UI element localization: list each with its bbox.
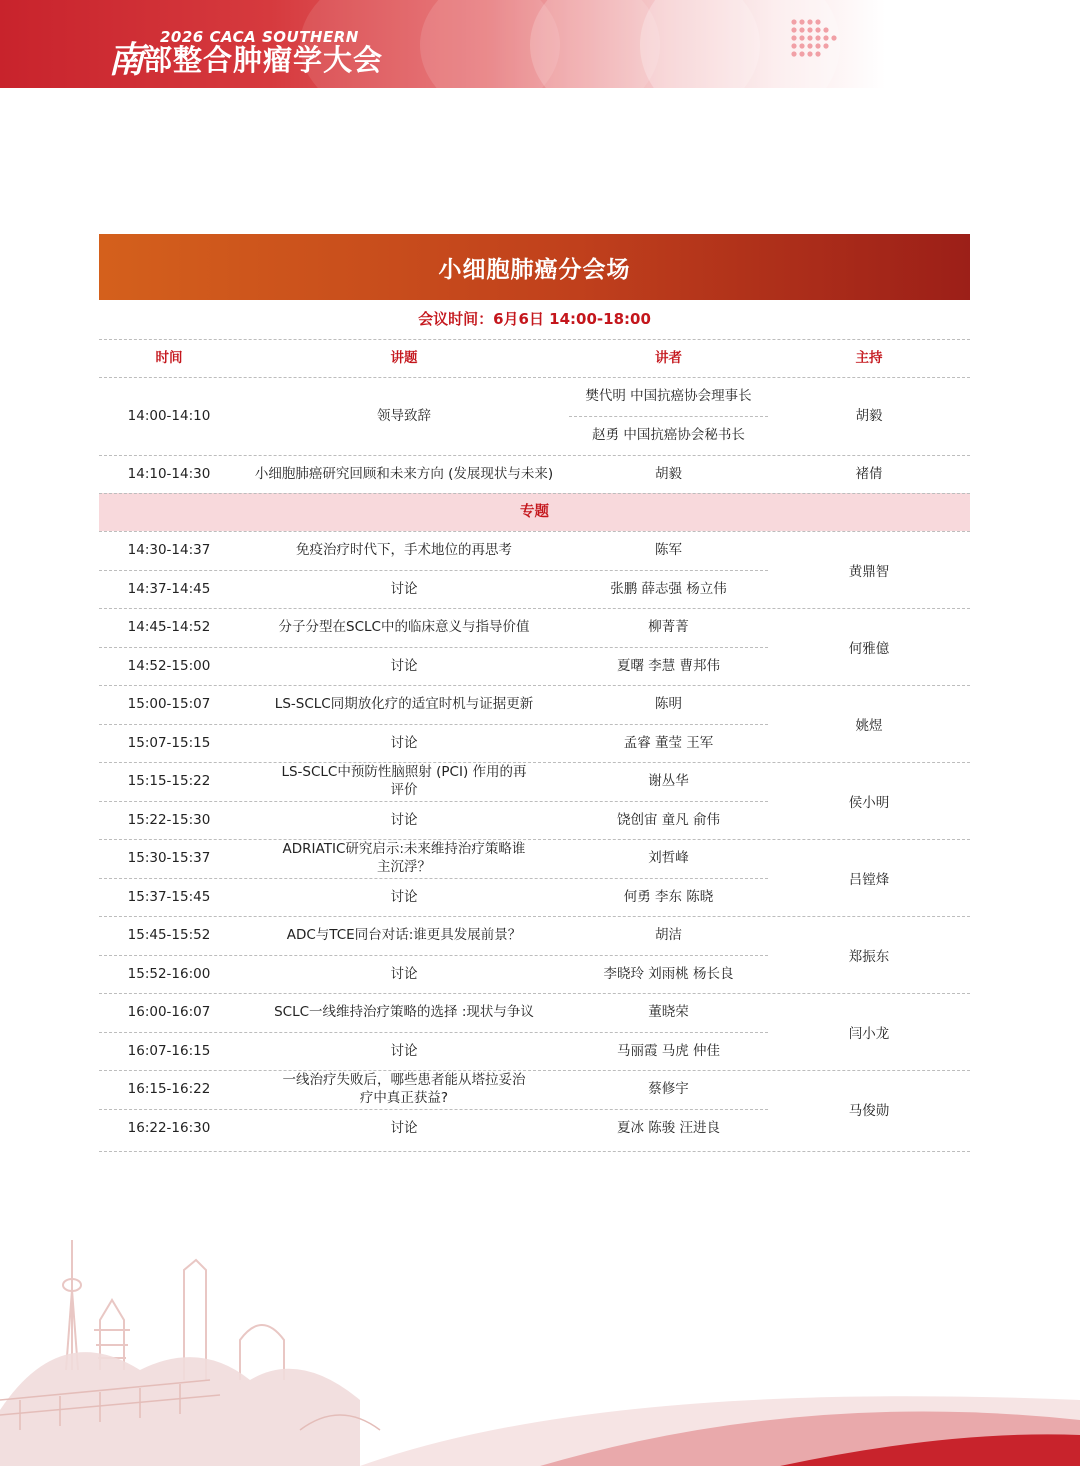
table-row	[99, 686, 768, 724]
topic-group	[99, 1070, 970, 1147]
row-speaker: 陈明	[655, 696, 682, 713]
topic-group	[99, 916, 970, 993]
row-topic: ADRIATIC研究启示:未来维持治疗策略谁主沉浮？	[282, 841, 526, 875]
row-speaker: 陈军	[655, 542, 682, 559]
row-topic: 一线治疗失败后，哪些患者能从塔拉妥治疗中真正获益?	[282, 1072, 526, 1106]
row-speaker: 胡毅	[655, 465, 682, 482]
row-host: 吕镗烽	[848, 872, 890, 888]
row-host: 郑振东	[848, 949, 890, 965]
row-host: 黄鼎智	[848, 564, 890, 580]
topic-group	[99, 993, 970, 1070]
row-topic: 讨论	[390, 965, 418, 982]
row-speaker: 刘哲峰	[648, 850, 689, 867]
row-time: 16:07-16:15	[127, 1042, 211, 1059]
table-row	[99, 917, 768, 955]
row-host: 侯小明	[848, 795, 890, 811]
header-time: 时间	[155, 349, 183, 366]
row-time: 14:52-15:00	[127, 657, 211, 674]
meeting-time: 会议时间：6月6日 14:00-18:00	[418, 310, 651, 328]
row-time: 14:45-14:52	[127, 619, 211, 636]
schedule-table	[99, 339, 970, 1147]
row-speaker: 赵勇 中国抗癌协会秘书长	[569, 416, 768, 454]
conference-title: 部整合肿瘤学大会	[143, 43, 384, 77]
table-row	[99, 455, 970, 493]
row-speaker: 胡洁	[655, 927, 682, 944]
table-row	[99, 878, 768, 916]
session-title-bar	[99, 234, 970, 300]
table-row	[99, 532, 768, 570]
header-speaker: 讲者	[655, 349, 682, 366]
row-time: 15:52-16:00	[127, 965, 211, 982]
table-row	[99, 840, 768, 878]
row-time: 15:45-15:52	[127, 927, 211, 944]
table-row	[99, 994, 768, 1032]
row-time: 15:15-15:22	[127, 773, 211, 790]
row-topic: 领导致辞	[377, 407, 431, 424]
table-row	[99, 1071, 768, 1109]
row-time: 14:00-14:10	[127, 407, 211, 424]
topic-group	[99, 531, 970, 608]
table-row	[99, 1109, 768, 1147]
row-speaker: 夏冰 陈骏 汪进良	[616, 1119, 721, 1136]
row-topic: 讨论	[390, 580, 418, 597]
row-speaker: 马丽霞 马虎 仲佳	[616, 1042, 721, 1059]
section-label: 专题	[520, 504, 549, 521]
row-time: 15:22-15:30	[127, 811, 211, 828]
row-topic: ADC与TCE同台对话:谁更具发展前景？	[286, 927, 522, 944]
conference-logo-mark: 南	[108, 39, 145, 81]
row-topic: 讨论	[390, 888, 418, 905]
row-host: 胡毅	[855, 407, 883, 424]
row-host: 闫小龙	[848, 1026, 890, 1042]
row-speaker: 柳菁菁	[648, 619, 689, 636]
row-topic: SCLC一线维持治疗策略的选择 :现状与争议	[274, 1004, 534, 1021]
row-topic: 讨论	[390, 734, 418, 751]
row-speaker: 李晓玲 刘雨桃 杨长良	[603, 965, 734, 982]
row-time: 16:15-16:22	[127, 1081, 211, 1098]
table-row	[99, 1032, 768, 1070]
row-host: 褚倩	[855, 465, 883, 482]
speaker-list	[569, 378, 768, 455]
dot-arrow-icon	[790, 17, 846, 63]
row-time: 14:10-14:30	[127, 465, 211, 482]
row-topic: 讨论	[390, 1119, 418, 1136]
table-row	[99, 377, 970, 455]
row-time: 15:07-15:15	[127, 734, 211, 751]
table-row	[99, 609, 768, 647]
row-topic: 分子分型在SCLC中的临床意义与指导价值	[278, 619, 530, 636]
row-speaker: 张鹏 薛志强 杨立伟	[610, 580, 727, 597]
topic-groups	[99, 531, 970, 1147]
header-banner	[0, 0, 1080, 88]
header-topic: 讲题	[390, 349, 418, 366]
row-host: 姚煜	[855, 718, 883, 734]
row-topic: 小细胞肺癌研究回顾和未来方向 (发展现状与未来)	[254, 465, 554, 482]
row-time: 15:00-15:07	[127, 696, 211, 713]
topic-group	[99, 839, 970, 916]
row-speaker: 樊代明 中国抗癌协会理事长	[585, 388, 752, 405]
table-row	[99, 801, 768, 839]
row-topic: 讨论	[390, 657, 418, 674]
header-host: 主持	[855, 349, 883, 366]
row-speaker: 饶创宙 童凡 俞伟	[616, 811, 721, 828]
row-speaker: 董晓荣	[648, 1004, 689, 1021]
row-time: 14:37-14:45	[127, 580, 211, 597]
section-row	[99, 493, 970, 531]
table-row	[99, 763, 768, 801]
table-row	[99, 955, 768, 993]
table-header-row	[99, 339, 970, 377]
row-speaker: 孟睿 董莹 王军	[623, 734, 714, 751]
row-speaker: 夏曙 李慧 曹邦伟	[616, 657, 721, 674]
row-topic: 讨论	[390, 1042, 418, 1059]
row-speaker: 蔡修宇	[648, 1081, 689, 1098]
row-time: 14:30-14:37	[127, 542, 211, 559]
row-speaker: 谢丛华	[648, 773, 689, 790]
session-title: 小细胞肺癌分会场	[438, 256, 631, 283]
row-speaker: 何勇 李东 陈晓	[623, 888, 714, 905]
city-skyline-illustration	[0, 1230, 1080, 1466]
row-topic: 免疫治疗时代下，手术地位的再思考	[296, 542, 512, 559]
row-host: 何雅億	[848, 641, 890, 657]
row-time: 15:37-15:45	[127, 888, 211, 905]
row-topic: LS-SCLC中预防性脑照射 (PCI) 作用的再评价	[281, 764, 527, 798]
row-time: 16:22-16:30	[127, 1119, 211, 1136]
topic-group	[99, 762, 970, 839]
topic-group	[99, 608, 970, 685]
table-row	[99, 724, 768, 762]
row-host: 马俊勋	[848, 1103, 890, 1119]
row-topic: LS-SCLC同期放化疗的适宜时机与证据更新	[274, 696, 534, 713]
row-time: 16:00-16:07	[127, 1004, 211, 1021]
row-time: 15:30-15:37	[127, 850, 211, 867]
conference-year-label: 2026 CACA SOUTHERN	[160, 28, 359, 46]
table-bottom-rule	[99, 1151, 970, 1152]
row-topic: 讨论	[390, 811, 418, 828]
topic-group	[99, 685, 970, 762]
table-row	[99, 570, 768, 608]
table-row	[99, 647, 768, 685]
